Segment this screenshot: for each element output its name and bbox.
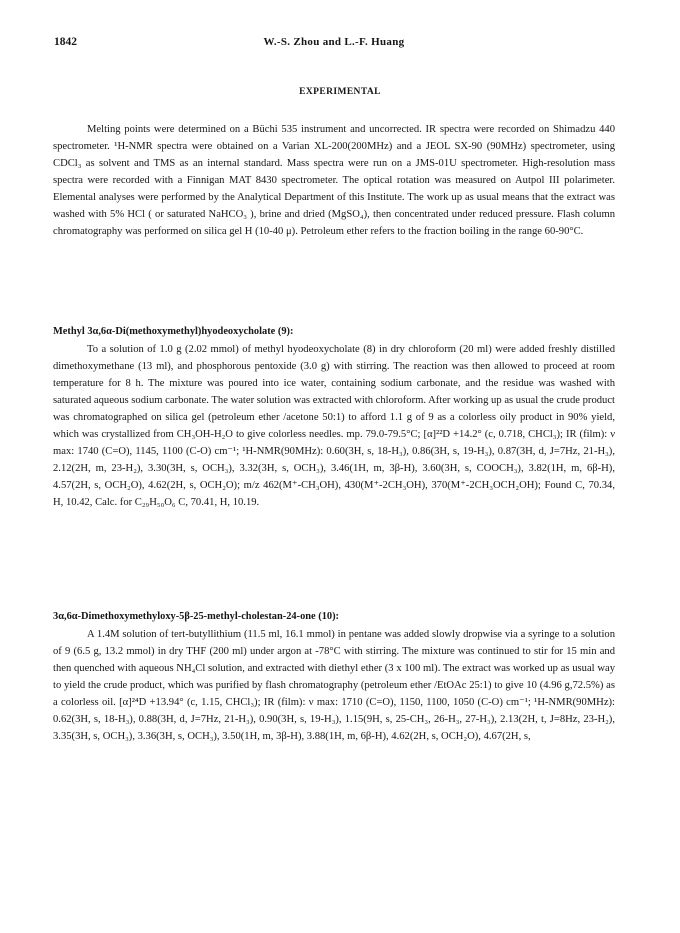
- general-methods-paragraph: Melting points were determined on a Büchi 535 instrument and uncorrected. IR spectra were recorded on Shimadzu 440 spectrometer. ¹H-NMR spectra were obtained on a Varian XL-200(200MHz) and a JEOL SX-90 (90MHz) spectrometer, using CDCl₃ as solvent and TMS as an internal standard. Mass spectra were run on a JMS-01U spectrometer. High-resolution mass spectra were recorded with a Finnigan MAT 8430 spectrometer. The optical rotation was measured on Autpol III polarimeter. Elemental analyses were performed by the Analytical Department of this Institute. The work up as usual means that the extract was washed with 5% HCl ( or saturated NaHCO₃ ), brine and dried (MgSO₄), then concentrated under reduced pressure. Flash column chromatography was performed on silica gel H (10-40 μ). Petroleum ether refers to the fraction boiling in the range 60-90°C.: [53, 124, 615, 237]
- section-title: EXPERIMENTAL: [299, 87, 381, 97]
- compound-9-body: To a solution of 1.0 g (2.02 mmol) of methyl hyodeoxycholate (8) in dry chloroform (20 ml) were added freshly distilled dimethoxymethane (13 ml), and phosphorous pentoxide (3.0 g) with stirring. The reaction was then allowed to proceed at room temperature for 8 h. The mixture was poured into ice water, containing sodium carbonate, and the residue was washed with saturated aqueous sodium carbonate. The water solution was extracted with chloroform. After working up as usual the crude product was chromatographed on silica gel (petroleum ether /acetone 50:1) to afford 1.1 g of 9 as a colorless oily product in 90% yield, which was crystallized from CH₃OH-H₂O to give colorless needles. mp. 79.0-79.5°C; [α]²²D +14.2° (c, 0.718, CHCl₃); IR (film): ν max: 1740 (C=O), 1145, 1100 (C-O) cm⁻¹; ¹H-NMR(90MHz): 0.60(3H, s, 18-H₃), 0.86(3H, s, 19-H₃), 0.87(3H, d, J=7Hz, 21-H₃), 2.12(2H, m, 23-H₂), 3.30(3H, s, OCH₃), 3.32(3H, s, OCH₃), 3.46(1H, m, 3β-H), 3.60(3H, s, COOCH₃), 3.82(1H, m, 6β-H), 4.57(2H, s, OCH₂O), 4.62(2H, s, OCH₂O); m/z 462(M⁺-CH₃OH), 430(M⁺-2CH₃OH), 370(M⁺-2CH₃OCH₂OH); Found C, 70.34, H, 10.42, Calc. for C₂₉H₅₀O₆ C, 70.41, H, 10.19.: [53, 344, 615, 508]
- page-header: [54, 36, 614, 52]
- compound-9-heading: Methyl 3α,6α-Di(methoxymethyl)hyodeoxycholate (9):: [53, 326, 294, 337]
- page-number: 1842: [54, 36, 77, 48]
- compound-10-heading: 3α,6α-Dimethoxymethyloxy-5β-25-methyl-cholestan-24-one (10):: [53, 611, 340, 622]
- compound-10-body: A 1.4M solution of tert-butyllithium (11.5 ml, 16.1 mmol) in pentane was added slowly dropwise via a syringe to a solution of 9 (6.5 g, 13.2 mmol) in dry THF (200 ml) under argon at -78°C with stirring. The mixture was continued to stir for 15 min and then quenched with aqueous NH₄Cl solution, and extracted with diethyl ether (3 x 100 ml). The extract was worked up as usual way to yield the crude product, which was purified by flash chromatography (petroleum ether /EtOAc 25:1) to give 10 (4.96 g,72.5%) as a colorless oil. [α]²⁴D +13.94° (c, 1.15, CHCl₃); IR (film): ν max: 1710 (C=O), 1150, 1100, 1050 (C-O) cm⁻¹; ¹H-NMR(90MHz): 0.62(3H, s, 18-H₃), 0.88(3H, d, J=7Hz, 21-H₃), 0.90(3H, s, 19-H₃), 1.15(9H, s, 25-CH₃, 26-H₃, 27-H₃), 2.13(2H, t, J=8Hz, 23-H₂), 3.35(3H, s, OCH₃), 3.36(3H, s, OCH₃), 3.50(1H, m, 3β-H), 3.88(1H, m, 6β-H), 4.62(2H, s, OCH₂O), 4.67(2H, s,: [53, 629, 615, 742]
- running-head-authors: W.-S. Zhou and L.-F. Huang: [263, 36, 405, 48]
